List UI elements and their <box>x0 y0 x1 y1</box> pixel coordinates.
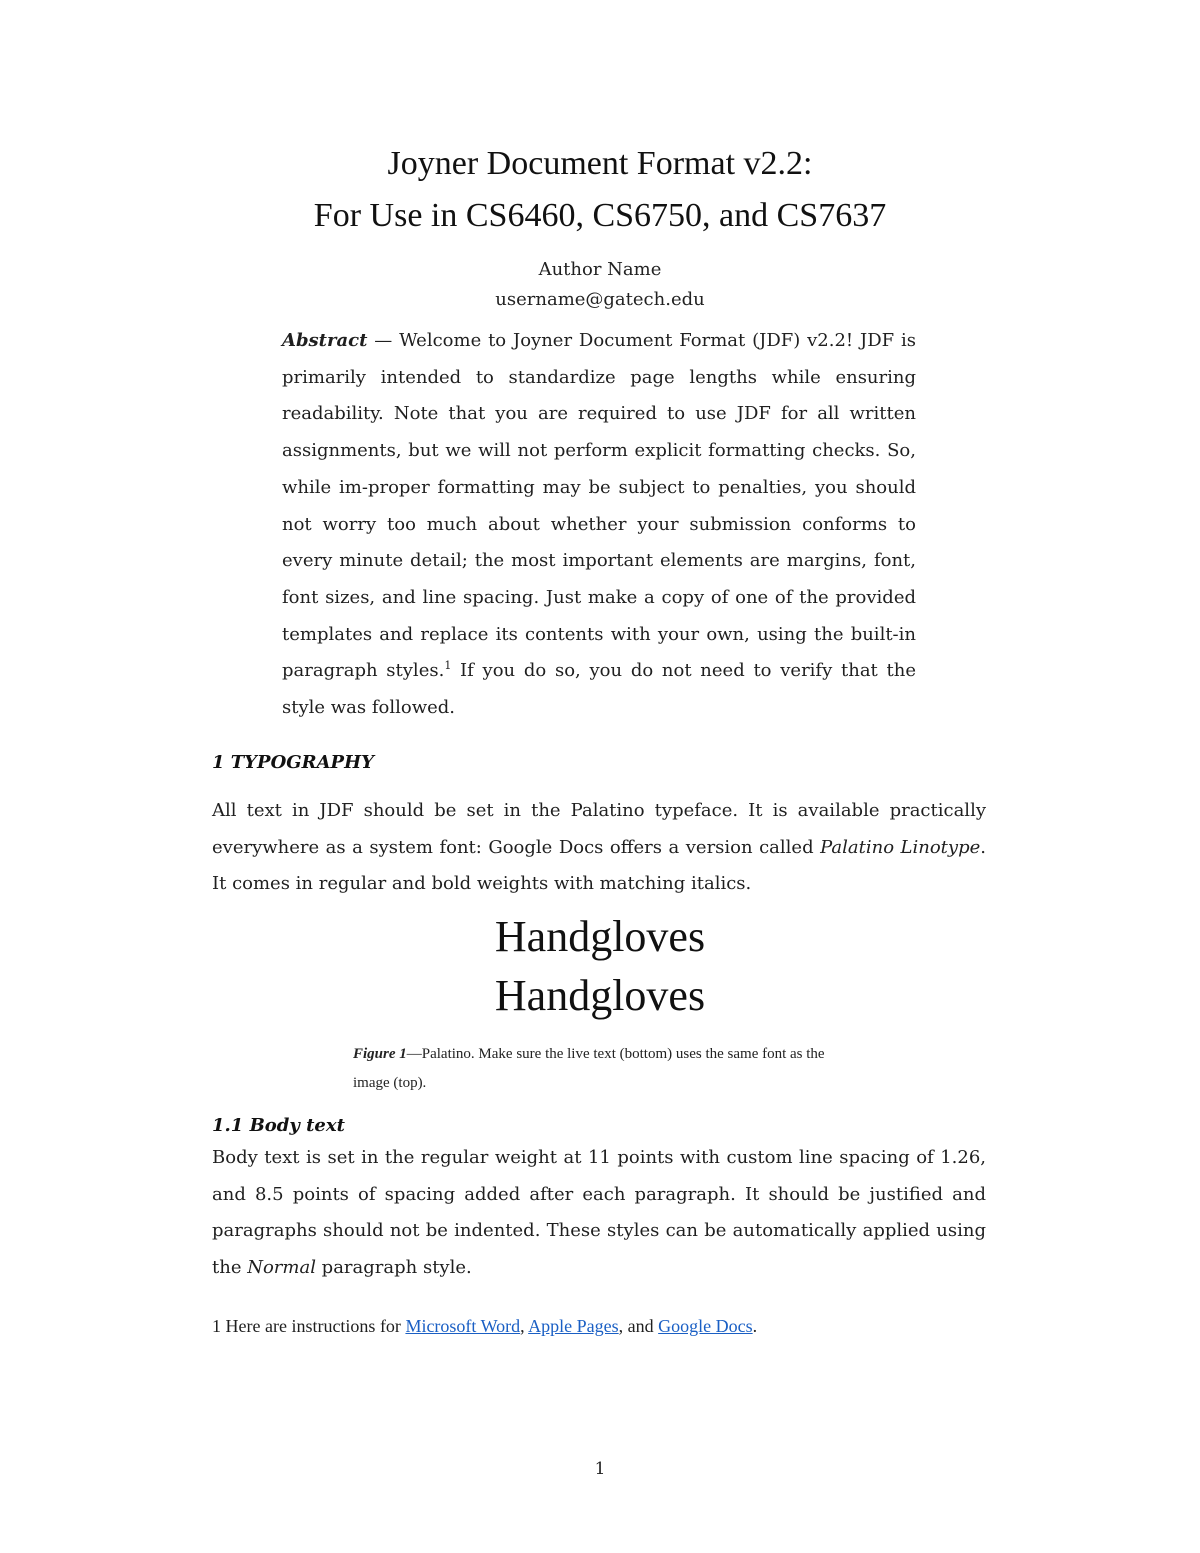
typography-font-name: Palatino Linotype <box>820 836 981 858</box>
document-title-line-1: Joyner Document Format v2.2: <box>387 145 813 182</box>
body-text-content-end: paragraph style. <box>315 1257 472 1279</box>
abstract-dash: — <box>367 330 400 351</box>
figure-caption-label: Figure 1 <box>353 1046 407 1062</box>
section-heading-typography: 1 TYPOGRAPHY <box>212 752 374 773</box>
body-text-content: Body text is set in the regular weight at 11 points with custom line spacing of 1.26, and 8.5 points of spacing added after each paragraph. It should be justified and paragraphs should not be indented. These styles can be automatically applied using the <box>212 1147 986 1279</box>
google-docs-link[interactable]: Google Docs <box>658 1316 753 1336</box>
footnote-reference[interactable]: 1 <box>444 659 452 673</box>
footnote-separator-1: , <box>520 1316 529 1336</box>
body-text-paragraph <box>212 1140 986 1287</box>
footnote <box>212 1316 757 1337</box>
footnote-suffix: . <box>752 1316 758 1336</box>
page-number: 1 <box>594 1459 606 1479</box>
author-name: Author Name <box>538 259 662 280</box>
author-email: username@gatech.edu <box>495 289 705 310</box>
typography-paragraph <box>212 793 986 903</box>
body-text-style-name: Normal <box>247 1257 316 1279</box>
abstract-text: Welcome to Joyner Document Format (JDF) v2.2! JDF is primarily intended to standardize page lengths while ensuring readability. Note that you are required to use JDF for all written assignments, but we will not perform explicit formatting checks. So, while im-proper formatting may be subject to penalties, you should not worry too much about whether your submission conforms to every minute detail; the most important elements are margins, font, font sizes, and line spacing. Just make a copy of one of the provided templates and replace its contents with your own, using the built-in paragraph styles. <box>282 330 916 682</box>
abstract-text-end: If you do so, you do not need to verify that the style was followed. <box>282 660 916 719</box>
apple-pages-link[interactable]: Apple Pages <box>528 1316 619 1336</box>
section-heading-body-text: 1.1 Body text <box>212 1115 345 1136</box>
abstract <box>282 323 916 727</box>
font-sample-live-text: Handgloves <box>494 971 706 1020</box>
footnote-separator-2: , and <box>618 1316 659 1336</box>
typography-text: All text in JDF should be set in the Palatino typeface. It is available practically everywhere as a system font: Google Docs offers a version called <box>212 800 986 858</box>
typography-text-end: . It comes in regular and bold weights with matching italics. <box>212 836 986 895</box>
figure-caption-dash: — <box>406 1046 422 1062</box>
microsoft-word-link[interactable]: Microsoft Word <box>405 1316 521 1336</box>
footnote-prefix: 1 Here are instructions for <box>212 1316 406 1336</box>
figure-caption-text: Palatino. Make sure the live text (bottom) uses the same font as the image (top). <box>353 1046 825 1091</box>
abstract-label: Abstract <box>282 330 368 351</box>
document-title-line-2: For Use in CS6460, CS6750, and CS7637 <box>313 197 887 234</box>
font-sample-image: Handgloves <box>494 912 706 961</box>
figure-caption <box>353 1040 863 1098</box>
